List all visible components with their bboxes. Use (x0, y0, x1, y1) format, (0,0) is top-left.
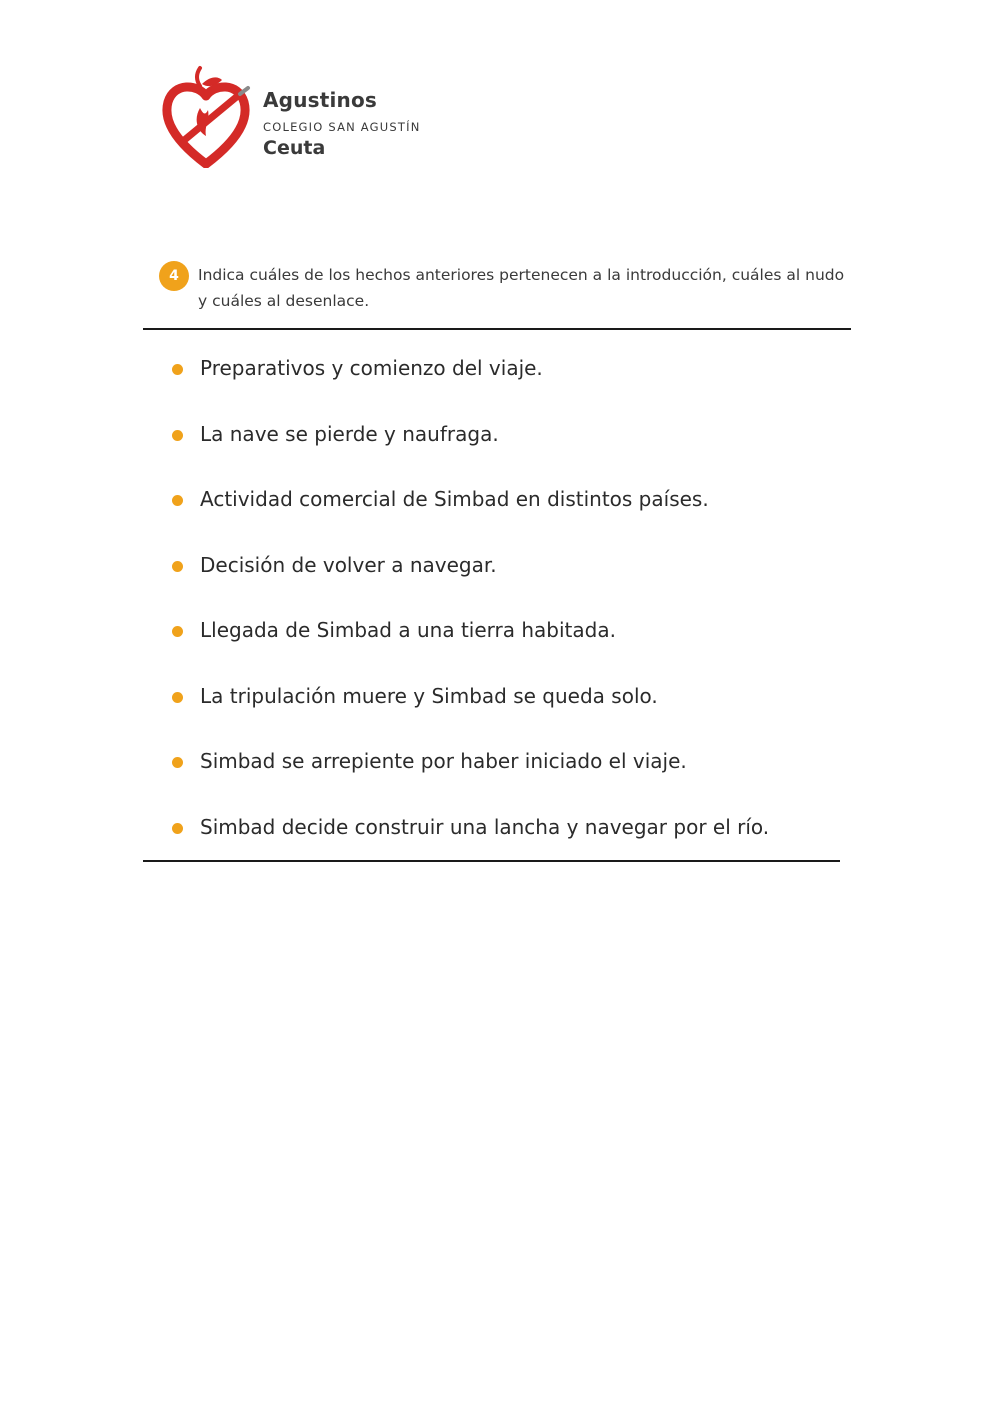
bullet-icon (172, 692, 183, 703)
bullet-icon (172, 495, 183, 506)
list-item (143, 730, 843, 796)
exercise-number-badge: 4 (159, 261, 189, 291)
bullet-icon (172, 430, 183, 441)
bullet-icon (172, 561, 183, 572)
list-item (143, 403, 843, 469)
school-city: Ceuta (263, 137, 326, 159)
bottom-divider (143, 860, 840, 862)
list-item (143, 796, 843, 862)
bullet-icon (172, 757, 183, 768)
list-item (143, 534, 843, 600)
top-divider (143, 328, 851, 330)
list-item-text: La nave se pierde y naufraga. (200, 421, 499, 446)
bullet-icon (172, 823, 183, 834)
list-item-text: Actividad comercial de Simbad en distintos países. (200, 487, 709, 511)
brand-name: Agustinos (263, 88, 378, 112)
list-item (143, 665, 843, 731)
list-item-text: Preparativos y comienzo del viaje. (200, 356, 543, 380)
school-name: COLEGIO SAN AGUSTÍN (263, 120, 421, 134)
list-item-text: Llegada de Simbad a una tierra habitada. (200, 618, 616, 642)
list-item-text: Simbad se arrepiente por haber iniciado el viaje. (200, 749, 687, 773)
list-item (143, 337, 843, 403)
exercise-prompt: Indica cuáles de los hechos anteriores pertenecen a la introducción, cuáles al nudo y cuáles al desenlace. (198, 266, 845, 310)
school-logo (160, 64, 480, 174)
bullet-icon (172, 364, 183, 375)
list-item-text: Simbad decide construir una lancha y navegar por el río. (200, 814, 770, 839)
list-item (143, 468, 843, 534)
list-item-text: La tripulación muere y Simbad se queda solo. (200, 683, 658, 708)
list-item-text: Decisión de volver a navegar. (200, 552, 497, 577)
bullet-icon (172, 626, 183, 637)
events-list (143, 337, 843, 861)
list-item (143, 599, 843, 665)
heart-apple-logo-icon (160, 64, 252, 168)
